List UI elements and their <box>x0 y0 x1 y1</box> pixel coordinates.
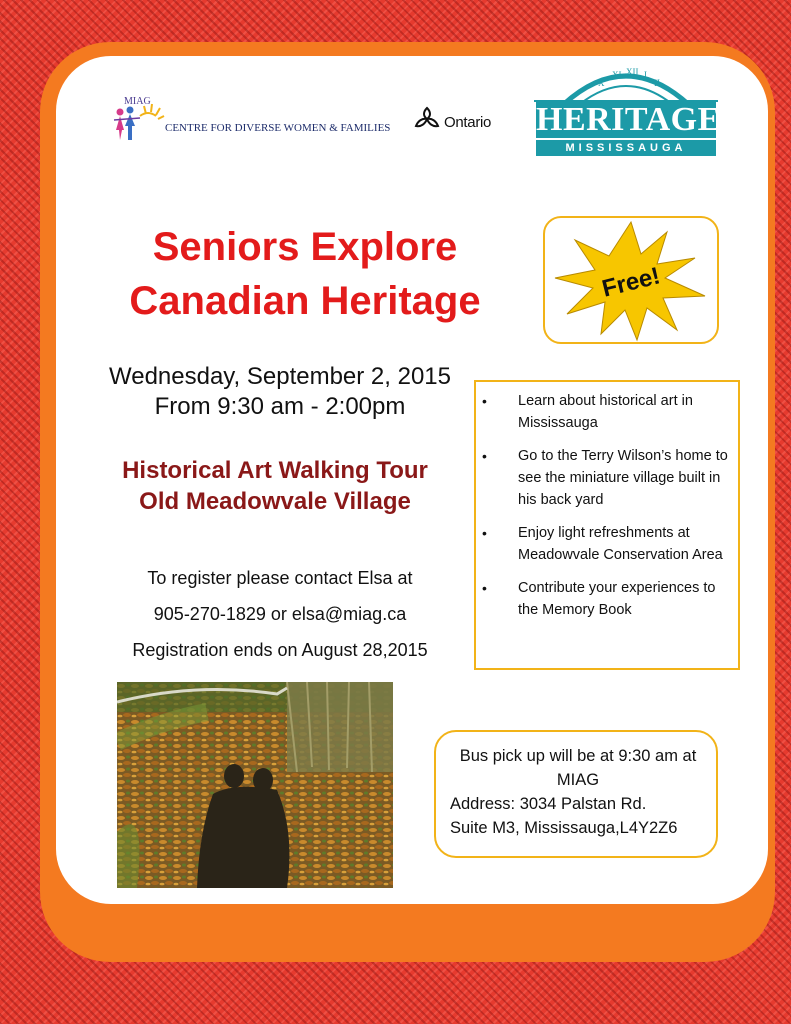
heritage-mississauga-logo <box>534 62 721 160</box>
bullet-icon: • <box>482 448 487 464</box>
autumn-leaves-photo <box>117 682 393 888</box>
svg-text:II: II <box>654 78 660 88</box>
free-badge-box <box>543 216 719 344</box>
shadow-photo-image <box>117 682 393 888</box>
event-time: From 9:30 am - 2:00pm <box>154 393 406 420</box>
list-item-text: Go to the Terry Wilson’s home to see the miniature village built in his back yard <box>518 448 728 508</box>
highlights-box <box>474 380 740 670</box>
list-item-text: Enjoy light refreshments at Meadowvale Conservation Area <box>518 525 723 563</box>
list-item <box>482 577 728 621</box>
page-title <box>60 220 550 328</box>
registration-contact: To register please contact Elsa at <box>147 568 413 588</box>
svg-text:X: X <box>598 78 605 88</box>
list-item <box>482 522 728 566</box>
registration-info <box>60 560 500 668</box>
starburst-icon <box>545 218 717 342</box>
bus-suite: Suite M3, Mississauga,L4Y2Z6 <box>450 819 678 837</box>
bus-line-2: MIAG <box>556 771 600 789</box>
miag-tagline: CENTRE FOR DIVERSE WOMEN & FAMILIES <box>165 122 391 134</box>
event-datetime <box>70 362 490 422</box>
svg-text:XI: XI <box>612 70 622 80</box>
list-item <box>482 445 728 511</box>
free-badge-text: Free! <box>599 262 663 303</box>
list-item-text: Learn about historical art in Mississauga <box>518 393 693 431</box>
svg-text:XII: XII <box>626 67 639 77</box>
bus-pickup-box <box>434 730 718 858</box>
title-line-1: Seniors Explore <box>152 225 458 269</box>
miag-name: MIAG <box>124 96 151 107</box>
tour-title <box>40 455 510 517</box>
bullet-icon: • <box>482 580 487 596</box>
bus-line-1: Bus pick up will be at 9:30 am at <box>459 747 697 765</box>
trillium-icon <box>412 104 442 134</box>
registration-phone-email: 905-270-1829 or elsa@miag.ca <box>153 604 407 624</box>
list-item-text: Contribute your experiences to the Memory Book <box>518 580 716 618</box>
tour-title-line-1: Historical Art Walking Tour <box>122 457 428 484</box>
ontario-wordmark: Ontario <box>444 114 492 131</box>
tour-title-line-2: Old Meadowvale Village <box>139 488 411 515</box>
list-item <box>482 390 728 434</box>
ontario-logo <box>412 104 512 134</box>
miag-logo <box>110 96 391 152</box>
heritage-subtitle: MISSISSAUGA <box>536 140 716 156</box>
svg-text:I: I <box>644 70 647 80</box>
bullet-icon: • <box>482 525 487 541</box>
title-line-2: Canadian Heritage <box>129 279 481 323</box>
registration-deadline: Registration ends on August 28,2015 <box>132 640 428 660</box>
bullet-icon: • <box>482 393 487 409</box>
heritage-wordmark: HERITAGE <box>536 101 721 138</box>
bus-address: Address: 3034 Palstan Rd. <box>450 795 647 813</box>
event-date: Wednesday, September 2, 2015 <box>109 363 451 390</box>
highlights-list <box>476 382 738 621</box>
